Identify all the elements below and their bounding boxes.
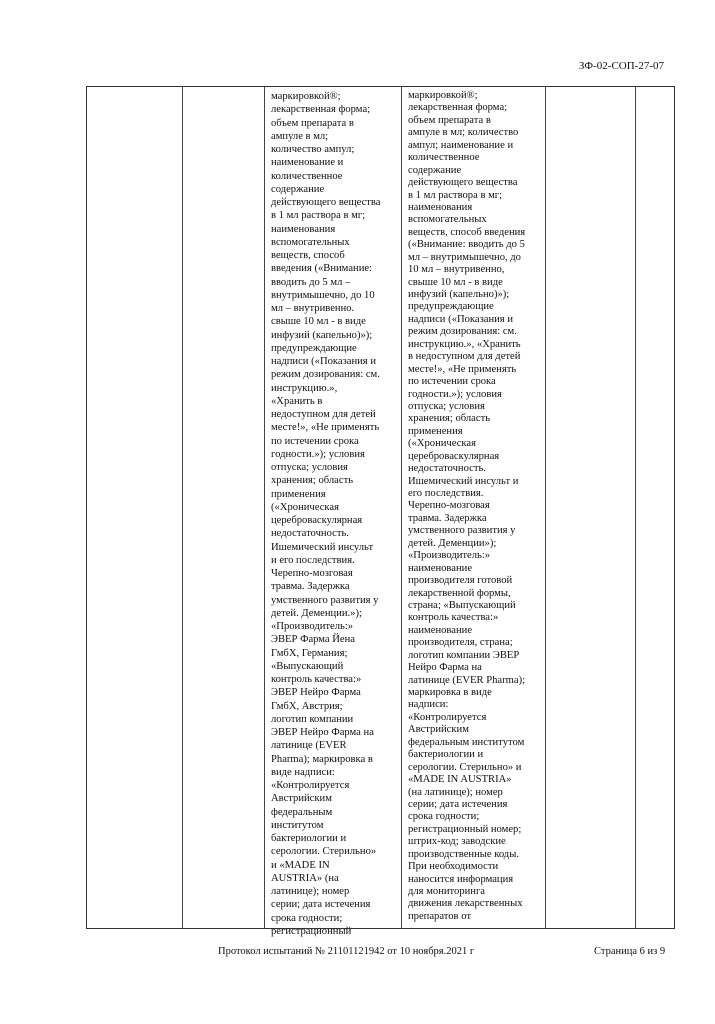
text-line: режим дозирования: см. xyxy=(271,369,380,381)
text-line: латинице (EVER Pharma); xyxy=(408,674,526,686)
results-table xyxy=(86,86,675,937)
text-line: внутримышечно, до 10 xyxy=(271,289,375,301)
text-line: серии; дата истечения xyxy=(271,899,371,911)
form-code: ЗФ-02-СОП-27-07 xyxy=(578,60,664,72)
column-divider xyxy=(545,87,546,928)
text-line: по истечении срока xyxy=(271,435,359,447)
text-line: вспомогательных xyxy=(271,236,350,248)
text-line: месте!», «Не применять xyxy=(408,363,517,375)
text-line: предупреждающие xyxy=(408,301,494,313)
text-line: федеральным институтом xyxy=(408,736,525,748)
text-line: Австрийским xyxy=(408,724,469,736)
text-line: институтом xyxy=(271,819,324,831)
text-line: Черепно-мозговая xyxy=(408,500,490,512)
text-line: инфузий (капельно)»); xyxy=(408,289,510,300)
text-line: вводить до 5 мл – xyxy=(271,276,351,288)
text-line: лекарственная форма; xyxy=(271,104,371,116)
text-line: вспомогательных xyxy=(408,214,487,226)
text-line: срока годности; xyxy=(408,811,480,823)
text-line: («Хроническая xyxy=(408,438,476,450)
text-line: «Контролируется xyxy=(408,711,487,723)
text-line: «Производитель:» xyxy=(408,550,491,562)
text-line: умственного развития у xyxy=(271,594,379,606)
text-line: отпуска; условия xyxy=(271,462,348,473)
text-line: бактериологии и xyxy=(408,749,484,761)
text-line: наименование xyxy=(408,562,473,574)
text-line: серии; дата истечения xyxy=(408,798,508,810)
text-line: его последствия. xyxy=(408,488,484,499)
text-line: травма. Задержка xyxy=(271,581,350,593)
text-line: контроль качества:» xyxy=(408,612,499,624)
text-line: наносится информация xyxy=(408,873,514,885)
text-line: надписи: xyxy=(408,699,449,711)
text-line: количественное xyxy=(408,152,480,164)
text-line: действующего вещества xyxy=(408,177,518,189)
page-number: Страница 6 из 9 xyxy=(594,946,666,957)
text-line: действующего вещества xyxy=(271,197,381,208)
text-line: надписи («Показания и xyxy=(271,356,376,367)
column-divider xyxy=(182,87,183,928)
text-line: («Внимание: вводить до 5 xyxy=(408,239,525,251)
text-line: в 1 мл раствора в мг; xyxy=(271,210,366,222)
text-line: предупреждающие xyxy=(271,342,357,354)
text-line: годности.»); условия xyxy=(271,448,365,460)
requirement-cell xyxy=(271,90,381,938)
text-line: штрих-код; заводские xyxy=(408,836,506,848)
text-line: AUSTRIA» (на xyxy=(271,872,339,884)
text-line: федеральным xyxy=(271,806,333,818)
text-line: веществ, способ введения xyxy=(408,226,526,238)
text-line: (на латинице); номер xyxy=(408,786,503,798)
text-line: детей. Деменции»); xyxy=(408,537,497,549)
text-line: цереброваскулярная xyxy=(408,450,500,462)
text-line: Черепно-мозговая xyxy=(271,568,353,579)
text-line: латинице (EVER xyxy=(271,740,347,752)
text-line: введения («Внимание: xyxy=(271,263,373,275)
text-line: объем препарата в xyxy=(408,114,491,126)
text-line: для мониторинга xyxy=(408,886,486,897)
text-line: «Хранить в xyxy=(271,395,323,407)
text-line: «Производитель:» xyxy=(271,621,354,632)
text-line: инструкцию.», xyxy=(271,382,338,394)
text-line: наименования xyxy=(271,223,336,235)
actual-result-cell xyxy=(408,90,525,923)
text-line: годности.»); условия xyxy=(408,388,502,400)
text-line: ГмбХ, Германия; xyxy=(271,647,348,659)
text-line: хранения; область xyxy=(408,413,491,425)
text-line: недостаточность. xyxy=(408,463,486,475)
text-line: умственного развития у xyxy=(408,525,516,537)
text-line: свыше 10 мл - в виде xyxy=(408,276,503,288)
text-line: количественное xyxy=(271,170,343,182)
text-line: режим дозирования: см. xyxy=(408,326,517,338)
text-line: мл – внутривенно. xyxy=(271,303,355,314)
text-line: применения xyxy=(271,488,326,500)
text-line: виде надписи: xyxy=(271,766,335,778)
text-line: «MADE IN AUSTRIA» xyxy=(408,774,512,786)
text-line: травма. Задержка xyxy=(408,512,487,524)
text-line: («Хроническая xyxy=(271,501,339,513)
text-line: инфузий (капельно)»); xyxy=(271,329,373,341)
column-divider xyxy=(401,87,402,928)
text-line: мл – внутримышечно, до xyxy=(408,251,521,263)
text-line: наименование и xyxy=(271,157,344,169)
text-line: содержание xyxy=(271,183,325,195)
text-line: количество ампул; xyxy=(271,144,355,155)
text-line: срока годности; xyxy=(271,912,343,924)
text-line: ЭВЕР Фарма Йена xyxy=(271,634,355,646)
text-line: производителя, страна; xyxy=(408,637,513,649)
text-line: наименование xyxy=(408,624,473,636)
text-line: движения лекарственных xyxy=(408,898,523,910)
text-line: ГмбХ, Австрия; xyxy=(271,700,343,712)
text-line: надписи («Показания и xyxy=(408,313,513,325)
text-line: инструкцию.», «Хранить xyxy=(408,338,521,350)
text-line: маркировкой®; xyxy=(408,90,478,101)
text-line: серологии. Стерильно» xyxy=(271,846,377,858)
text-line: бактериологии и xyxy=(271,833,347,844)
text-line: серологии. Стерильно» и xyxy=(408,761,522,773)
text-line: логотип компании ЭВЕР xyxy=(408,649,520,661)
text-line: контроль качества:» xyxy=(271,674,362,685)
text-line: производственные коды. xyxy=(408,848,519,860)
text-line: регистрационный номер; xyxy=(408,823,522,835)
text-line: страна; «Выпускающий xyxy=(408,599,516,611)
text-line: При необходимости xyxy=(408,861,499,873)
text-line: препаратов от xyxy=(408,910,471,922)
text-line: 10 мл – внутривенно, xyxy=(408,264,505,276)
text-line: детей. Деменции.»); xyxy=(271,607,362,619)
text-line: Pharma); маркировка в xyxy=(271,753,373,765)
text-line: месте!», «Не применять xyxy=(271,422,380,434)
text-line: ЭВЕР Нейро Фарма xyxy=(271,687,361,699)
text-line: хранения; область xyxy=(271,475,354,487)
text-line: свыше 10 мл - в виде xyxy=(271,316,366,328)
text-line: отпуска; условия xyxy=(408,400,485,412)
text-line: ампуле в мл; количество xyxy=(408,127,519,139)
text-line: и «MADE IN xyxy=(271,859,330,871)
text-line: ампуле в мл; xyxy=(271,130,329,142)
text-line: цереброваскулярная xyxy=(271,515,363,526)
text-line: веществ, способ xyxy=(271,250,345,261)
text-line: недоступном для детей xyxy=(271,409,376,420)
text-line: и его последствия. xyxy=(271,554,355,566)
column-divider xyxy=(264,87,265,928)
text-line: «Контролируется xyxy=(271,780,350,791)
text-line: по истечении срока xyxy=(408,376,496,388)
text-line: «Выпускающий xyxy=(271,660,344,672)
protocol-footer: Протокол испытаний № 21101121942 от 10 ноября.2021 г xyxy=(218,946,475,957)
text-line: Ишемический инсульт и xyxy=(408,475,519,487)
text-line: маркировкой®; xyxy=(271,91,341,102)
text-line: производителя готовой xyxy=(408,575,513,587)
text-line: применения xyxy=(408,425,463,437)
text-line: ЭВЕР Нейро Фарма на xyxy=(271,727,374,738)
text-line: логотип компании xyxy=(271,713,354,725)
text-line: маркировка в виде xyxy=(408,687,492,698)
text-line: объем препарата в xyxy=(271,117,354,129)
text-line: лекарственной формы, xyxy=(408,587,511,599)
text-line: Ишемический инсульт xyxy=(271,541,374,553)
text-line: в недоступном для детей xyxy=(408,351,521,363)
text-line: латинице); номер xyxy=(271,886,350,897)
text-line: Нейро Фарма на xyxy=(408,662,482,674)
text-line: наименования xyxy=(408,201,473,213)
text-line: лекарственная форма; xyxy=(408,102,508,114)
text-line: регистрационный xyxy=(271,925,352,937)
text-line: ампул; наименование и xyxy=(408,139,514,151)
column-divider xyxy=(635,87,636,928)
text-line: недостаточность. xyxy=(271,528,349,540)
text-line: Австрийским xyxy=(271,793,332,805)
text-line: в 1 мл раствора в мг; xyxy=(408,189,503,201)
text-line: содержание xyxy=(408,164,462,176)
